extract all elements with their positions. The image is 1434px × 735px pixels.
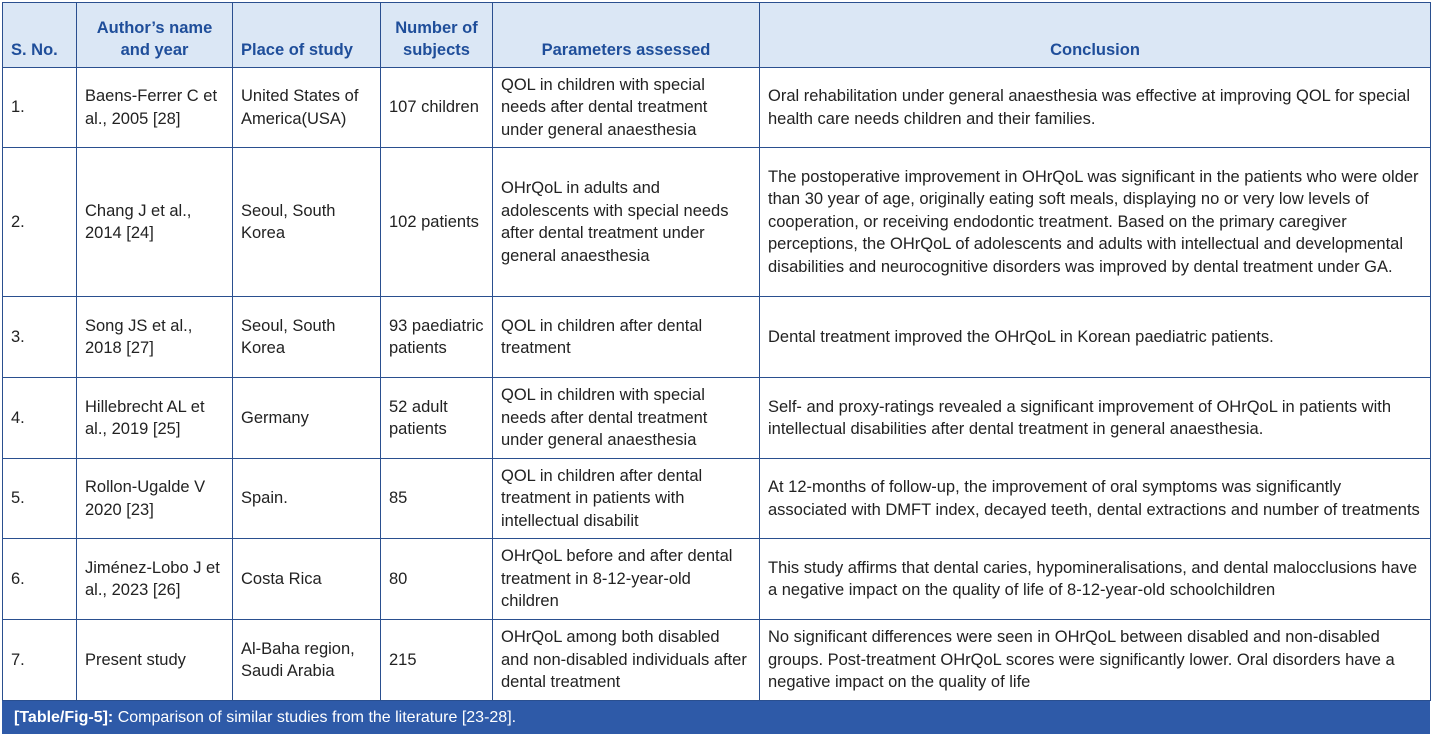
cell-params: OHrQoL among both disabled and non-disabled individuals after dental treatment <box>493 620 760 701</box>
cell-author: Present study <box>77 620 233 701</box>
table-row <box>3 378 1431 459</box>
cell-params: QOL in children with special needs after dental treatment under general anaesthesia <box>493 68 760 148</box>
comparison-table <box>2 2 1431 701</box>
cell-params: OHrQoL before and after dental treatment in 8-12-year-old children <box>493 539 760 620</box>
cell-conclusion: At 12-months of follow-up, the improvement of oral symptoms was significantly associated with DMFT index, decayed teeth, dental extractions and number of treatments <box>760 459 1431 539</box>
cell-sno: 1. <box>3 68 77 148</box>
header-sno: S. No. <box>3 3 77 68</box>
cell-params: QOL in children with special needs after dental treatment under general anaesthesia <box>493 378 760 459</box>
cell-author: Jiménez-Lobo J et al., 2023 [26] <box>77 539 233 620</box>
cell-conclusion: No significant differences were seen in OHrQoL between disabled and non-disabled groups. Post-treatment OHrQoL scores were significantly lower. Oral disorders have a negative impact on the quality of life <box>760 620 1431 701</box>
cell-author: Hillebrecht AL et al., 2019 [25] <box>77 378 233 459</box>
cell-conclusion: Oral rehabilitation under general anaesthesia was effective at improving QOL for special health care needs children and their families. <box>760 68 1431 148</box>
header-place: Place of study <box>233 3 381 68</box>
header-row <box>3 3 1431 68</box>
cell-sno: 5. <box>3 459 77 539</box>
table-row <box>3 68 1431 148</box>
cell-subjects: 80 <box>381 539 493 620</box>
cell-place: United States of America(USA) <box>233 68 381 148</box>
cell-sno: 7. <box>3 620 77 701</box>
header-params: Parameters assessed <box>493 3 760 68</box>
cell-subjects: 102 patients <box>381 148 493 297</box>
cell-params: QOL in children after dental treatment <box>493 297 760 378</box>
cell-conclusion: The postoperative improvement in OHrQoL was significant in the patients who were older than 30 year of age, originally eating soft meals, displaying no or very low levels of cooperation, or receiving endodontic treatment. Based on the primary caregiver perceptions, the OHrQoL of adolescents and adults with intellectual and developmental disabilities and neurocognitive disorders was improved by dental treatment under GA. <box>760 148 1431 297</box>
cell-sno: 3. <box>3 297 77 378</box>
cell-subjects: 52 adult patients <box>381 378 493 459</box>
header-author: Author’s name and year <box>77 3 233 68</box>
cell-conclusion: This study affirms that dental caries, hypomineralisations, and dental malocclusions have a negative impact on the quality of life of 8-12-year-old schoolchildren <box>760 539 1431 620</box>
cell-sno: 2. <box>3 148 77 297</box>
cell-place: Al-Baha region, Saudi Arabia <box>233 620 381 701</box>
cell-sno: 4. <box>3 378 77 459</box>
cell-subjects: 93 paediatric patients <box>381 297 493 378</box>
cell-place: Seoul, South Korea <box>233 148 381 297</box>
cell-params: OHrQoL in adults and adolescents with special needs after dental treatment under general anaesthesia <box>493 148 760 297</box>
caption-text: Comparison of similar studies from the literature [23-28]. <box>113 709 517 726</box>
cell-sno: 6. <box>3 539 77 620</box>
cell-place: Spain. <box>233 459 381 539</box>
table-row <box>3 459 1431 539</box>
table-row <box>3 148 1431 297</box>
caption-label: [Table/Fig-5]: <box>14 709 114 726</box>
table-row <box>3 620 1431 701</box>
table-container <box>2 2 1430 734</box>
cell-place: Germany <box>233 378 381 459</box>
cell-author: Baens-Ferrer C et al., 2005 [28] <box>77 68 233 148</box>
cell-subjects: 107 children <box>381 68 493 148</box>
cell-params: QOL in children after dental treatment in patients with intellectual disabilit <box>493 459 760 539</box>
cell-place: Seoul, South Korea <box>233 297 381 378</box>
cell-author: Rollon-Ugalde V 2020 [23] <box>77 459 233 539</box>
cell-subjects: 85 <box>381 459 493 539</box>
cell-subjects: 215 <box>381 620 493 701</box>
header-subjects: Number of subjects <box>381 3 493 68</box>
table-row <box>3 539 1431 620</box>
cell-place: Costa Rica <box>233 539 381 620</box>
header-conclusion: Conclusion <box>760 3 1431 68</box>
cell-conclusion: Dental treatment improved the OHrQoL in Korean paediatric patients. <box>760 297 1431 378</box>
table-caption <box>2 701 1430 734</box>
cell-conclusion: Self- and proxy-ratings revealed a significant improvement of OHrQoL in patients with intellectual disabilities after dental treatment in general anaesthesia. <box>760 378 1431 459</box>
cell-author: Song JS et al., 2018 [27] <box>77 297 233 378</box>
cell-author: Chang J et al., 2014 [24] <box>77 148 233 297</box>
table-row <box>3 297 1431 378</box>
